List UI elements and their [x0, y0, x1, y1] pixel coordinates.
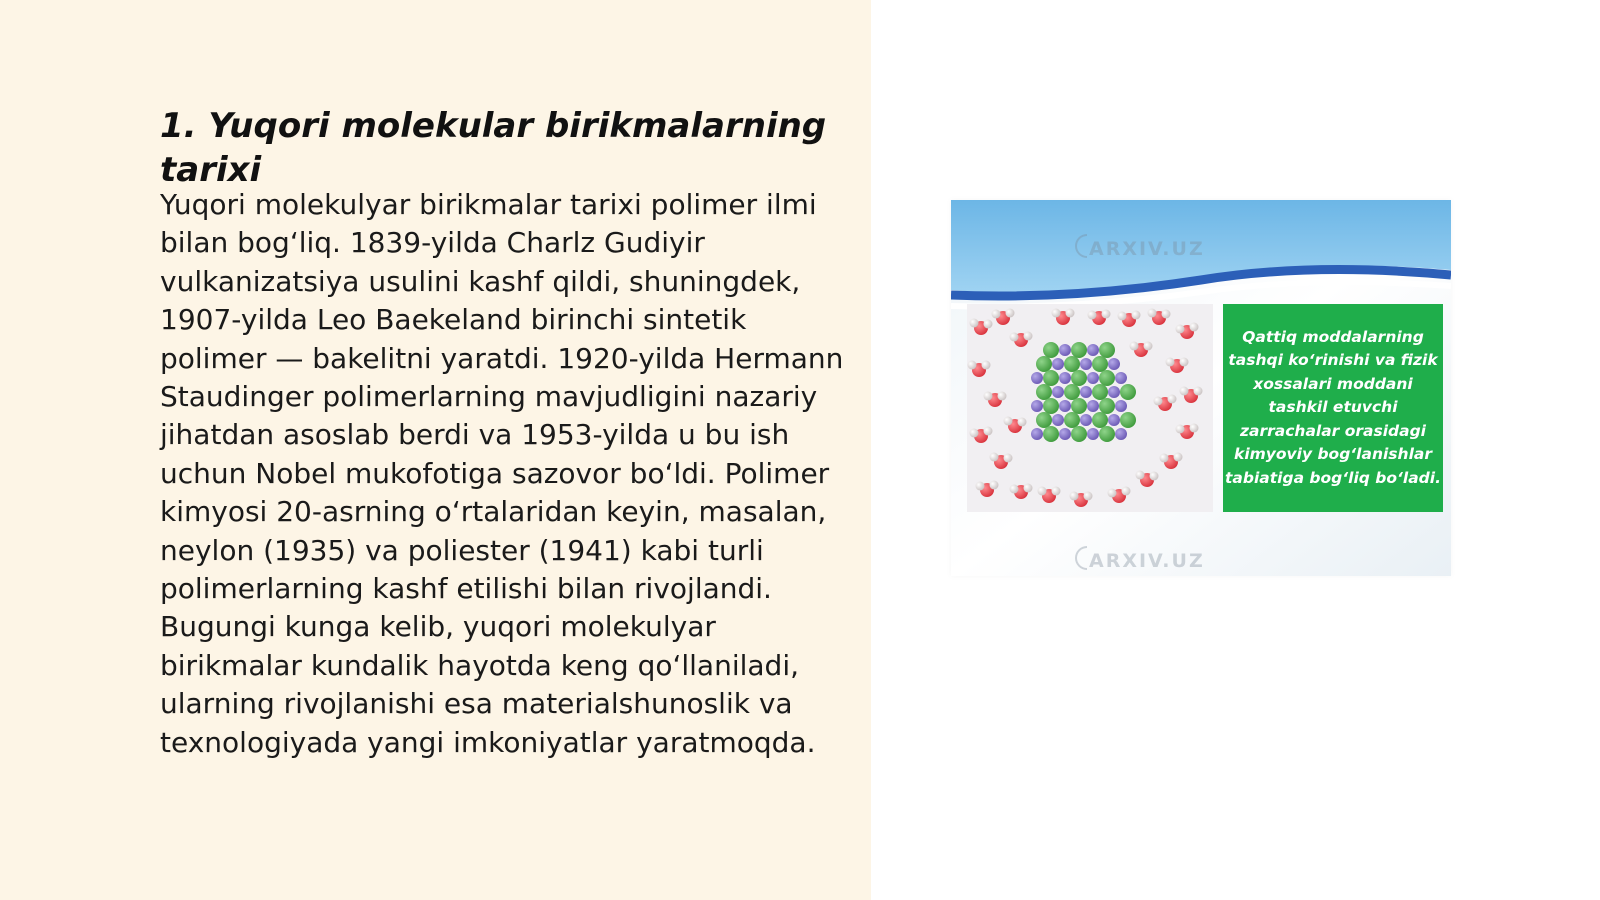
- ion-green: [1092, 356, 1108, 372]
- ion-purple: [1108, 414, 1120, 426]
- hydrogen-atom: [1174, 453, 1183, 462]
- hydrogen-atom: [982, 361, 991, 370]
- hydrogen-atom: [1166, 358, 1175, 367]
- ion-green: [1099, 398, 1115, 414]
- ion-green: [1036, 412, 1052, 428]
- hydrogen-atom: [984, 320, 993, 329]
- hydrogen-atom: [1148, 309, 1157, 318]
- ion-green: [1043, 370, 1059, 386]
- hydrogen-atom: [998, 392, 1007, 401]
- hydrogen-atom: [1024, 484, 1033, 493]
- hydrogen-atom: [1018, 418, 1027, 427]
- ion-purple: [1108, 386, 1120, 398]
- hydrogen-atom: [1176, 325, 1185, 334]
- hydrogen-atom: [1180, 358, 1189, 367]
- ion-green: [1043, 426, 1059, 442]
- hydrogen-atom: [1160, 454, 1169, 463]
- ion-green: [1071, 342, 1087, 358]
- hydrogen-atom: [1052, 309, 1061, 318]
- ion-purple: [1080, 358, 1092, 370]
- ion-green: [1064, 384, 1080, 400]
- hydrogen-atom: [1194, 387, 1203, 396]
- hydrogen-atom: [1130, 342, 1139, 351]
- hydrogen-atom: [1066, 309, 1075, 318]
- hydrogen-atom: [1180, 387, 1189, 396]
- hydrogen-atom: [1122, 487, 1131, 496]
- ion-purple: [1031, 428, 1043, 440]
- hydrogen-atom: [1038, 487, 1047, 496]
- image-caption: Qattiq moddalarning tashqi ko‘rinishi va fizik xossalari moddani tashkil etuvchi zarrachalar orasidagi kimyoviy bog‘lanishlar tabiatiga bog‘liq bo‘ladi.: [1225, 327, 1441, 487]
- ion-purple: [1108, 358, 1120, 370]
- ion-purple: [1052, 386, 1064, 398]
- ion-purple: [1059, 400, 1071, 412]
- hydrogen-atom: [1024, 332, 1033, 341]
- ion-green: [1071, 398, 1087, 414]
- hydrogen-atom: [1132, 311, 1141, 320]
- hydrogen-atom: [1004, 417, 1013, 426]
- ion-purple: [1080, 386, 1092, 398]
- hydrogen-atom: [1162, 310, 1171, 319]
- ion-purple: [1115, 372, 1127, 384]
- hydrogen-atom: [990, 453, 999, 462]
- ion-purple: [1087, 372, 1099, 384]
- hydrogen-atom: [1150, 472, 1159, 481]
- ion-purple: [1087, 344, 1099, 356]
- hydrogen-atom: [1168, 395, 1177, 404]
- ion-purple: [1115, 428, 1127, 440]
- hydrogen-atom: [1088, 311, 1097, 320]
- hydrogen-atom: [1052, 487, 1061, 496]
- watermark-bottom: ARXIV.UZ: [1075, 546, 1205, 572]
- hydrogen-atom: [1108, 489, 1117, 498]
- hydrogen-atom: [1136, 471, 1145, 480]
- hydrogen-atom: [976, 482, 985, 491]
- hydrogen-atom: [1084, 492, 1093, 501]
- hydrogen-atom: [970, 319, 979, 328]
- ion-purple: [1059, 428, 1071, 440]
- ion-green: [1099, 370, 1115, 386]
- ion-green: [1064, 356, 1080, 372]
- slide-title: 1. Yuqori molekular birikmalarning tarixi: [160, 106, 827, 190]
- hydrogen-atom: [1154, 397, 1163, 406]
- ion-green: [1120, 384, 1136, 400]
- hydrogen-atom: [968, 361, 977, 370]
- ion-green: [1043, 398, 1059, 414]
- hydrogen-atom: [990, 481, 999, 490]
- ion-purple: [1059, 372, 1071, 384]
- ion-purple: [1031, 372, 1043, 384]
- hydrogen-atom: [984, 427, 993, 436]
- ion-green: [1036, 384, 1052, 400]
- ion-green: [1092, 412, 1108, 428]
- illustration-image: [951, 200, 1451, 576]
- hydrogen-atom: [970, 429, 979, 438]
- hydrogen-atom: [1070, 492, 1079, 501]
- hydrogen-atom: [1176, 425, 1185, 434]
- hydrogen-atom: [1004, 454, 1013, 463]
- ion-purple: [1052, 414, 1064, 426]
- ion-purple: [1115, 400, 1127, 412]
- hydrogen-atom: [1190, 323, 1199, 332]
- ion-green: [1043, 342, 1059, 358]
- ion-purple: [1059, 344, 1071, 356]
- hydrogen-atom: [1190, 424, 1199, 433]
- hydrogen-atom: [1010, 333, 1019, 342]
- hydrogen-atom: [984, 392, 993, 401]
- hydrogen-atom: [1144, 342, 1153, 351]
- watermark-top: ARXIV.UZ: [1075, 234, 1205, 260]
- hydrogen-atom: [1118, 312, 1127, 321]
- ion-green: [1064, 412, 1080, 428]
- ion-purple: [1080, 414, 1092, 426]
- ion-green: [1120, 412, 1136, 428]
- ion-green: [1099, 426, 1115, 442]
- ion-green: [1092, 384, 1108, 400]
- hydrogen-atom: [1010, 485, 1019, 494]
- ion-purple: [1087, 400, 1099, 412]
- ion-green: [1036, 356, 1052, 372]
- hydrogen-atom: [1006, 309, 1015, 318]
- slide-body-text: Yuqori molekulyar birikmalar tarixi polimer ilmi bilan bog‘liq. 1839-yilda Charlz Gudiyir vulkanizatsiya usulini kashf qildi, shuningdek, 1907-yilda Leo Baekeland birinchi sintetik polimer — bakelitni yaratdi. 1920-yilda Hermann Staudinger polimerlarning mavjudligini nazariy jihatdan asoslab berdi va 1953-yilda u bu ish uchun Nobel mukofotiga sazovor bo‘ldi. Polimer kimyosi 20-asrning o‘rtalaridan keyin, masalan, neylon (1935) va poliester (1941) kabi turli polimerlarning kashf etilishi bilan rivojlandi. Bugungi kunga kelib, yuqori molekulyar birikmalar kundalik hayotda keng qo‘llaniladi, ularning rivojlanishi esa materialshunoslik va texnologiyada yangi imkoniyatlar yaratmoqda.: [160, 188, 844, 759]
- ion-purple: [1087, 428, 1099, 440]
- ion-purple: [1031, 400, 1043, 412]
- ion-purple: [1052, 358, 1064, 370]
- hydrogen-atom: [1102, 310, 1111, 319]
- ion-green: [1071, 370, 1087, 386]
- ion-green: [1099, 342, 1115, 358]
- hydrogen-atom: [992, 310, 1001, 319]
- ion-green: [1071, 426, 1087, 442]
